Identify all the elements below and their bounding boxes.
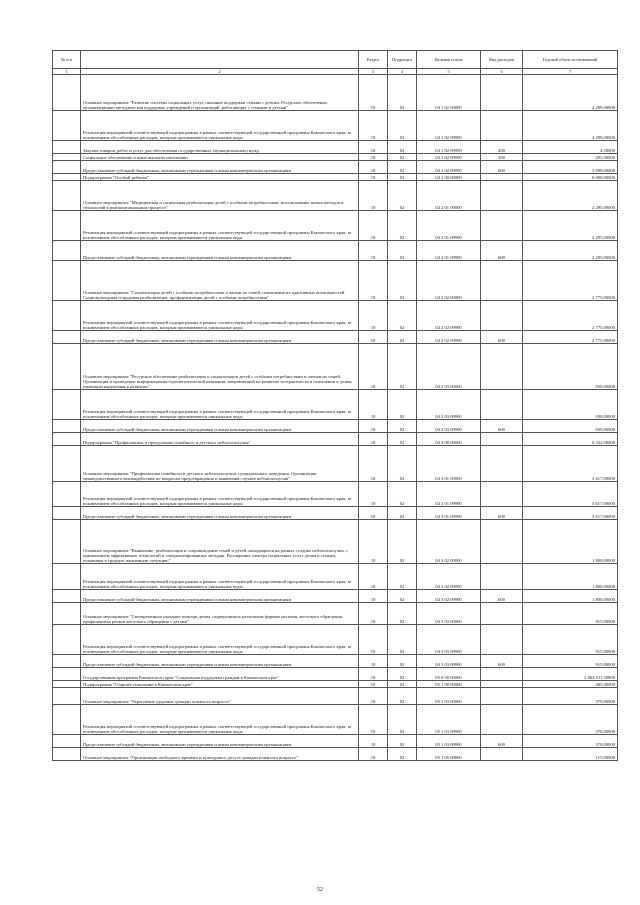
cell-amount: 930,00000 [523,344,618,390]
cell-section: 10 [359,241,388,261]
cell-amount: 485,00000 [523,681,618,688]
cell-section: 10 [359,141,388,154]
table-row [53,211,618,241]
cell-subsection: 02 [388,241,417,261]
cell-expense-type [481,681,523,688]
cell-section: 10 [359,433,388,446]
cell-subsection: 02 [388,211,417,241]
table-row [53,111,618,141]
cell-amount: 2 295,00000 [523,241,618,261]
cell-expense-type [481,211,523,241]
cell-section: 10 [359,174,388,181]
cell-subsection: 02 [388,625,417,655]
cell-number [53,420,81,433]
cell-number [53,141,81,154]
header-annual-amount: Годовой объем ассигнований [523,51,618,69]
table-row [53,75,618,111]
cell-amount: 115,00000 [523,748,618,761]
cell-name: Предоставление субсидий бюджетным, автономным учреждениям и иным некоммерческим организациям [81,735,359,748]
cell-section: 10 [359,681,388,688]
cell-name: Предоставление субсидий бюджетным, автономным учреждениям и иным некоммерческим организациям [81,420,359,433]
cell-section: 10 [359,261,388,301]
cell-target-article: 04 3 02 09990 [417,590,481,603]
cell-number [53,590,81,603]
cell-section: 10 [359,507,388,520]
cell-amount: 4 299,00000 [523,111,618,141]
cell-target-article: 05 1 05 00000 [417,748,481,761]
table-row [53,241,618,261]
cell-section: 10 [359,161,388,174]
cell-expense-type [481,688,523,705]
cell-expense-type [481,520,523,564]
cell-number [53,668,81,681]
cell-section: 10 [359,735,388,748]
cell-expense-type [481,174,523,181]
cell-name: Реализация мероприятий соответствующей подпрограммы в рамках соответствующей государственной программы Камчатского края, за исключением обособленных расходов, которым присваиваются уникальные коды [81,390,359,420]
cell-target-article: 04 2 00 00000 [417,174,481,181]
column-number: 2 [81,69,359,75]
cell-expense-type: 600 [481,420,523,433]
header-number: № п/п [53,51,81,69]
table-row [53,331,618,344]
table-row [53,655,618,668]
cell-name: Подпрограмма "Старшее поколение в Камчатском крае" [81,681,359,688]
cell-target-article: 05 1 00 00000 [417,681,481,688]
cell-number [53,390,81,420]
cell-number [53,174,81,181]
table-row [53,161,618,174]
cell-expense-type: 600 [481,331,523,344]
cell-subsection: 02 [388,111,417,141]
cell-section: 10 [359,748,388,761]
table-row [53,482,618,507]
cell-name: Реализация мероприятий соответствующей подпрограммы в рамках соответствующей государственной программы Камчатского края, за исключением обособленных расходов, которым присваиваются уникальные коды [81,564,359,590]
cell-amount: 6 332,00000 [523,433,618,446]
cell-target-article: 04 2 03 00000 [417,344,481,390]
cell-name: Реализация мероприятий соответствующей подпрограммы в рамках соответствующей государственной программы Камчатского края, за исключением обособленных расходов, которым присваиваются уникальные коды [81,301,359,331]
budget-allocation-table [52,50,618,761]
table-row [53,446,618,482]
header-subsection: Подраздел [388,51,417,69]
cell-target-article: 04 1 02 09990 [417,161,481,174]
cell-subsection: 02 [388,603,417,625]
cell-number [53,507,81,520]
cell-number [53,520,81,564]
cell-expense-type [481,433,523,446]
cell-amount: 370,00000 [523,735,618,748]
cell-amount: 1 800,00000 [523,564,618,590]
cell-expense-type [481,75,523,111]
cell-amount: 295,50000 [523,154,618,161]
cell-number [53,261,81,301]
cell-amount: 2 295,00000 [523,211,618,241]
cell-number [53,603,81,625]
cell-section: 10 [359,301,388,331]
table-row [53,507,618,520]
column-number: 5 [417,69,481,75]
cell-target-article: 05 0 00 00000 [417,668,481,681]
cell-section: 10 [359,564,388,590]
table-row [53,735,618,748]
cell-name: Подпрограмма "Профилактика и преодоление семейного и детского неблагополучия" [81,433,359,446]
column-number: 1 [53,69,81,75]
cell-section: 10 [359,625,388,655]
cell-subsection: 02 [388,344,417,390]
cell-expense-type [481,603,523,625]
table-row [53,520,618,564]
cell-expense-type [481,111,523,141]
cell-target-article: 04 2 02 00000 [417,261,481,301]
cell-section: 10 [359,603,388,625]
table-row [53,688,618,705]
cell-name: Реализация мероприятий соответствующей подпрограммы в рамках соответствующей государственной программы Камчатского края, за исключением обособленных расходов, которым присваиваются уникальные коды [81,705,359,735]
cell-subsection: 02 [388,161,417,174]
cell-section: 10 [359,446,388,482]
cell-name: Основное мероприятие "Социализация детей с особыми потребностями в жизни их семей, повышение их адаптивных возможностей. Социокультурная и трудовая реабилитация, профориентация детей с особыми потребностями" [81,261,359,301]
table-row [53,181,618,211]
cell-number [53,301,81,331]
cell-expense-type [481,625,523,655]
cell-number [53,681,81,688]
cell-section: 10 [359,705,388,735]
cell-name: Реализация мероприятий соответствующей подпрограммы в рамках соответствующей государственной программы Камчатского края, за исключением обособленных расходов, которым присваиваются уникальные коды [81,625,359,655]
cell-expense-type [481,390,523,420]
cell-expense-type [481,301,523,331]
cell-subsection: 02 [388,433,417,446]
cell-expense-type [481,446,523,482]
cell-target-article: 04 3 01 09990 [417,482,481,507]
table-row [53,681,618,688]
cell-expense-type [481,261,523,301]
cell-number [53,344,81,390]
column-number: 4 [388,69,417,75]
cell-name: Государственная программа Камчатского края "Социальная поддержка граждан в Камчатском крае" [81,668,359,681]
cell-name: Реализация мероприятий соответствующей подпрограммы в рамках соответствующей государственной программы Камчатского края, за исключением обособленных расходов, которым присваиваются уникальные коды [81,482,359,507]
cell-number [53,446,81,482]
table-row [53,154,618,161]
cell-target-article: 04 3 03 09990 [417,655,481,668]
cell-amount: 915,00000 [523,603,618,625]
cell-expense-type [481,748,523,761]
cell-target-article: 04 2 02 09990 [417,301,481,331]
cell-section: 10 [359,420,388,433]
cell-expense-type: 600 [481,507,523,520]
cell-subsection: 02 [388,331,417,344]
cell-section: 10 [359,668,388,681]
cell-expense-type: 200 [481,141,523,154]
cell-name: Основное мероприятие "Выявление, реабилитация и сопровождение семей и детей, находящихся на разных стадиях неблагополучия, с применением эффективных технологий и специализированных методик. Расширение спектра социальных услуг детям и семьям, попавшим в трудную жизненную ситуацию" [81,520,359,564]
table-row [53,590,618,603]
cell-target-article: 04 3 01 09990 [417,507,481,520]
cell-subsection: 02 [388,420,417,433]
cell-section: 10 [359,111,388,141]
cell-expense-type [481,344,523,390]
cell-subsection: 02 [388,735,417,748]
cell-target-article: 04 3 02 09990 [417,564,481,590]
cell-amount: 370,00000 [523,705,618,735]
cell-amount: 2 775,00000 [523,261,618,301]
cell-expense-type: 600 [481,161,523,174]
table-row [53,625,618,655]
cell-amount: 3 617,00000 [523,446,618,482]
cell-expense-type [481,668,523,681]
cell-number [53,241,81,261]
cell-amount: 4,50000 [523,141,618,154]
cell-target-article: 04 2 03 09990 [417,420,481,433]
cell-subsection: 02 [388,482,417,507]
cell-section: 10 [359,390,388,420]
cell-amount: 2 064 011,50800 [523,668,618,681]
header-name [81,51,359,69]
cell-subsection: 02 [388,748,417,761]
cell-target-article: 04 1 02 09990 [417,141,481,154]
cell-amount: 930,00000 [523,420,618,433]
cell-expense-type: 600 [481,590,523,603]
cell-subsection: 02 [388,590,417,603]
cell-target-article: 05 1 03 00000 [417,688,481,705]
cell-number [53,433,81,446]
cell-number [53,75,81,111]
header-target-article: Целевая статья [417,51,481,69]
cell-amount: 2 295,00000 [523,181,618,211]
cell-name: Основное мероприятие "Развитие системы социальных услуг, оказание поддержки семьям с детьми. Ресурсное обеспечение, организационно-методическая поддержка учреждений и организаций, работающих с семьями и детьми" [81,75,359,111]
cell-name: Предоставление субсидий бюджетным, автономным учреждениям и иным некоммерческим организациям [81,590,359,603]
cell-number [53,482,81,507]
cell-number [53,748,81,761]
cell-subsection: 02 [388,507,417,520]
cell-subsection: 02 [388,154,417,161]
cell-number [53,211,81,241]
cell-subsection: 02 [388,446,417,482]
cell-name: Основное мероприятие "Своевременное оказание помощи детям, подвергшимся различным формам насилия, жестокого обращения, профилактика рисков жестокого обращения с детьми" [81,603,359,625]
cell-subsection: 02 [388,261,417,301]
cell-amount: 930,00000 [523,390,618,420]
cell-amount: 1 800,00000 [523,590,618,603]
table-row [53,603,618,625]
cell-name: Подпрограмма "Особый ребенок" [81,174,359,181]
cell-expense-type [481,705,523,735]
column-number: 6 [481,69,523,75]
cell-number [53,735,81,748]
cell-target-article: 05 1 03 09990 [417,705,481,735]
cell-amount: 3 999,00000 [523,161,618,174]
cell-expense-type: 300 [481,154,523,161]
cell-name: Реализация мероприятий соответствующей подпрограммы в рамках соответствующей государственной программы Камчатского края, за исключением обособленных расходов, которым присваиваются уникальные коды [81,111,359,141]
cell-amount: 3 617,00000 [523,507,618,520]
cell-expense-type [481,181,523,211]
cell-amount: 6 000,00000 [523,174,618,181]
table-row [53,141,618,154]
cell-target-article: 04 3 02 00000 [417,520,481,564]
cell-subsection: 02 [388,141,417,154]
cell-expense-type [481,564,523,590]
budget-table-sheet [52,50,617,761]
cell-subsection: 02 [388,668,417,681]
cell-target-article: 04 2 01 09990 [417,211,481,241]
table-row [53,564,618,590]
column-number: 3 [359,69,388,75]
cell-number [53,655,81,668]
cell-number [53,331,81,344]
cell-number [53,161,81,174]
table-row [53,344,618,390]
cell-subsection: 02 [388,174,417,181]
cell-expense-type: 600 [481,241,523,261]
cell-section: 10 [359,655,388,668]
cell-number [53,181,81,211]
cell-amount: 370,00000 [523,688,618,705]
cell-name: Предоставление субсидий бюджетным, автономным учреждениям и иным некоммерческим организациям [81,507,359,520]
cell-name: Основное мероприятие "Профилактика семейного и детского неблагополучия, суицидального поведения. Организация межведомственного взаимодействия по вопросам предотвращения и выявления случаев неблагополучия" [81,446,359,482]
cell-number [53,111,81,141]
header-expense-type: Вид расходов [481,51,523,69]
table-row [53,174,618,181]
cell-section: 10 [359,211,388,241]
cell-name: Основное мероприятие "Организация свободного времени и культурного досуга граждан пожилого возраста" [81,748,359,761]
cell-name: Социальное обеспечение и иные выплаты населению [81,154,359,161]
cell-subsection: 02 [388,390,417,420]
cell-amount: 4 299,00000 [523,75,618,111]
cell-target-article: 04 3 00 00000 [417,433,481,446]
cell-amount: 915,00000 [523,625,618,655]
cell-subsection: 02 [388,681,417,688]
cell-amount: 3 617,00000 [523,482,618,507]
cell-expense-type: 600 [481,655,523,668]
table-row [53,420,618,433]
cell-subsection: 02 [388,75,417,111]
column-number: 7 [523,69,618,75]
table-header-row [53,51,618,69]
cell-name: Предоставление субсидий бюджетным, автономным учреждениям и иным некоммерческим организациям [81,161,359,174]
table-row [53,433,618,446]
cell-section: 10 [359,154,388,161]
cell-subsection: 02 [388,564,417,590]
cell-number [53,154,81,161]
cell-section: 10 [359,75,388,111]
cell-number [53,625,81,655]
cell-target-article: 04 3 03 00000 [417,603,481,625]
table-row [53,301,618,331]
cell-target-article: 05 1 03 09990 [417,735,481,748]
cell-section: 10 [359,590,388,603]
cell-name: Предоставление субсидий бюджетным, автономным учреждениям и иным некоммерческим организациям [81,655,359,668]
cell-target-article: 04 3 01 00000 [417,446,481,482]
cell-subsection: 02 [388,520,417,564]
cell-subsection: 02 [388,301,417,331]
table-row [53,748,618,761]
table-row [53,261,618,301]
cell-amount: 1 800,00000 [523,520,618,564]
cell-expense-type: 600 [481,735,523,748]
cell-subsection: 02 [388,181,417,211]
cell-number [53,688,81,705]
table-row [53,390,618,420]
cell-subsection: 02 [388,688,417,705]
cell-amount: 2 775,00000 [523,331,618,344]
cell-target-article: 04 1 02 09990 [417,111,481,141]
cell-name: Основное мероприятие "Медицинская и социальная реабилитация детей с особыми потребностями, использование новых методов и технологий в реабилитационном процессе" [81,181,359,211]
table-row [53,668,618,681]
cell-amount: 2 775,00000 [523,301,618,331]
cell-target-article: 04 3 03 09990 [417,625,481,655]
cell-target-article: 04 2 03 09990 [417,390,481,420]
cell-target-article: 04 2 02 09990 [417,331,481,344]
cell-subsection: 02 [388,655,417,668]
cell-target-article: 04 1 02 09990 [417,154,481,161]
cell-section: 10 [359,520,388,564]
cell-section: 10 [359,688,388,705]
cell-expense-type [481,482,523,507]
cell-target-article: 04 2 01 09990 [417,241,481,261]
cell-name: Основное мероприятие "Ресурсное обеспечение реабилитации и социализации детей с особыми потребностями и членов их семей. Организация и проведение информационно-просветительской кампании, направленной на развитие толерантности в отношении к детям, имеющим нарушения в развитии" [81,344,359,390]
table-body [53,75,618,761]
cell-target-article: 04 1 02 00000 [417,75,481,111]
cell-section: 10 [359,331,388,344]
table-row [53,705,618,735]
cell-number [53,564,81,590]
cell-target-article: 04 2 01 00000 [417,181,481,211]
cell-name: Предоставление субсидий бюджетным, автономным учреждениям и иным некоммерческим организациям [81,241,359,261]
page-number: 52 [317,887,323,893]
cell-name: Предоставление субсидий бюджетным, автономным учреждениям и иным некоммерческим организациям [81,331,359,344]
cell-number [53,705,81,735]
cell-name: Реализация мероприятий соответствующей подпрограммы в рамках соответствующей государственной программы Камчатского края, за исключением обособленных расходов, которым присваиваются уникальные коды [81,211,359,241]
header-section: Раздел [359,51,388,69]
cell-section: 10 [359,482,388,507]
cell-name: Закупка товаров, работ и услуг для обеспечения государственных (муниципальных) нужд [81,141,359,154]
cell-name: Основное мероприятие "Укрепление здоровья граждан пожилого возраста" [81,688,359,705]
cell-section: 10 [359,181,388,211]
cell-section: 10 [359,344,388,390]
cell-subsection: 02 [388,705,417,735]
cell-amount: 915,00000 [523,655,618,668]
